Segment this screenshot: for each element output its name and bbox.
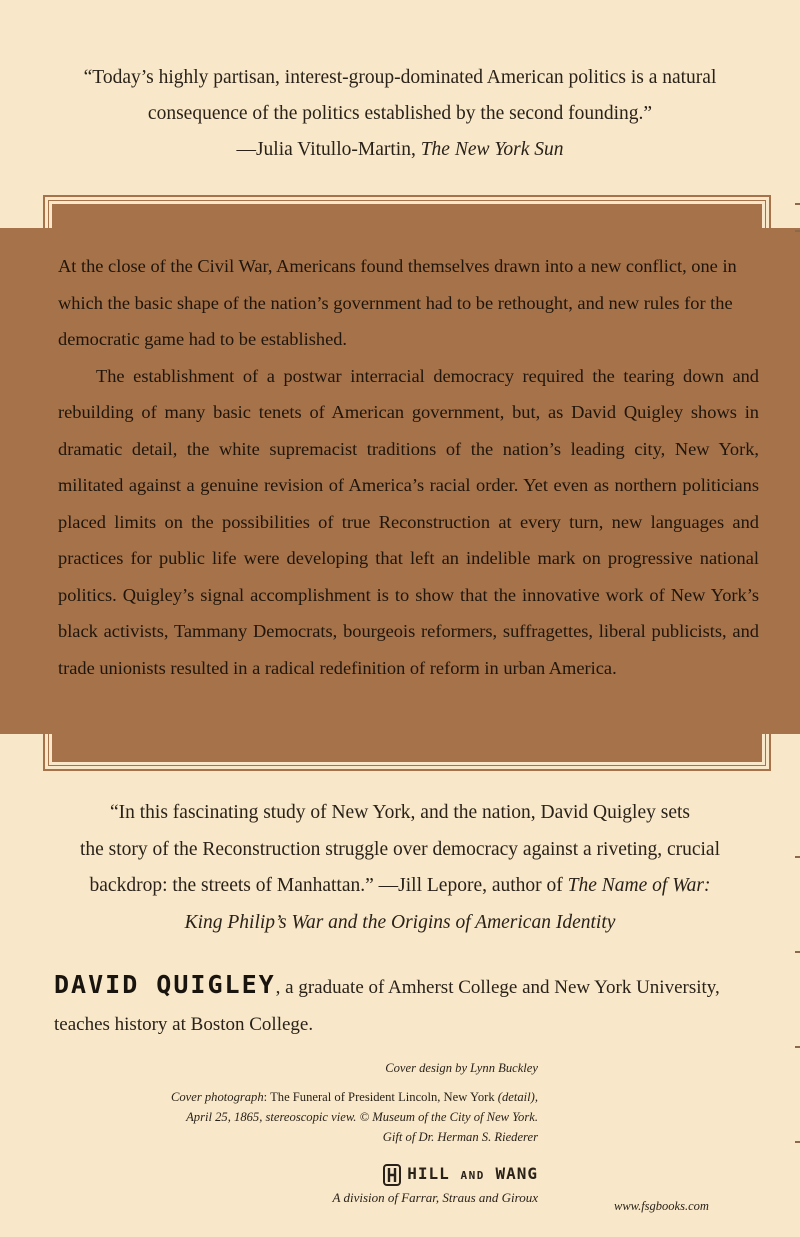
edge-mark [795,951,800,953]
middle-quote [30,795,770,941]
top-quote-line-1: “Today’s highly partisan, interest-group-dominated American politics is a natural [83,67,717,88]
edge-mark [795,230,800,232]
cover-photo-credit-line-3: Gift of Dr. Herman S. Riederer [382,1130,538,1144]
edge-mark [795,856,800,858]
top-quote-line-2: consequence of the politics established by the second founding.” [147,103,653,124]
publisher-line [178,1163,538,1187]
top-quote [40,60,760,168]
publisher-name-part-1: HILL [407,1164,450,1183]
middle-quote-line-3 [30,868,770,905]
publisher-logo-icon [383,1164,401,1186]
publisher-division: A division of Farrar, Straus and Giroux [332,1190,538,1205]
cover-credits [38,1058,538,1147]
publisher-name-part-2: AND [460,1169,485,1182]
author-bio-line-1 [54,966,774,1006]
cover-photo-title: : The Funeral of President Lincoln, New York [263,1090,498,1104]
cover-photo-label: Cover photograph [170,1090,264,1104]
author-bio-text-1: , a graduate of Amherst College and New York University, [275,977,720,998]
author-name: DAVID QUIGLEY [54,970,276,999]
middle-quote-attribution: backdrop: the streets of Manhattan.” —Jill Lepore, author of [89,875,568,896]
top-quote-attribution [40,132,760,168]
top-quote-source: The New York Sun [420,139,564,160]
edge-mark [795,1046,800,1048]
middle-quote-book-title-2: King Philip’s War and the Origins of American Identity [184,911,616,933]
cover-photo-credit-line-1 [38,1087,538,1107]
description-text [58,248,759,686]
author-bio [54,966,774,1043]
author-bio-text-2: teaches history at Boston College. [54,1014,314,1035]
cover-photo-credit-line-2: April 25, 1865, stereoscopic view. © Museum of the City of New York. [186,1110,538,1124]
middle-quote-line-1: “In this fascinating study of New York, and the nation, David Quigley sets [109,802,691,823]
edge-mark [795,1141,800,1143]
middle-quote-book-title-1: The Name of War: [567,875,711,896]
publisher-block [178,1163,538,1209]
middle-quote-line-4 [30,905,770,942]
middle-quote-line-2: the story of the Reconstruction struggle over democracy against a riveting, crucial [79,838,721,860]
cover-design-credit: Cover design by Lynn Buckley [385,1061,538,1075]
publisher-website[interactable]: www.fsgbooks.com [614,1199,709,1213]
top-quote-attribution-name: —Julia Vitullo-Martin, [236,139,421,160]
edge-mark [795,203,800,205]
description-paragraph-1: At the close of the Civil War, Americans found themselves drawn into a new conflict, one in which the basic shape of the nation’s government had to be rethought, and new rules for the democratic game had to be established. [58,256,737,349]
publisher-name-part-3: WANG [495,1164,538,1183]
description-paragraph-2: The establishment of a postwar interracial democracy required the tearing down and rebuilding of many basic tenets of American government, but, as David Quigley shows in dramatic detail, the white supremacist traditions of the nation’s leading city, New York, militated against a genuine revision of America’s racial order. Yet even as northern politicians placed limits on the possibilities of true Reconstruction at every turn, new languages and practices for public life were developing that left an indelible mark on progressive national politics. Quigley’s signal accomplishment is to show that the innovative work of New York’s black activists, Tammany Democrats, bourgeois reformers, suffragettes, liberal publicists, and trade unionists resulted in a radical redefinition of reform in urban America. [58,365,759,678]
publisher-name [407,1163,538,1187]
cover-photo-detail: (detail), [497,1090,538,1104]
